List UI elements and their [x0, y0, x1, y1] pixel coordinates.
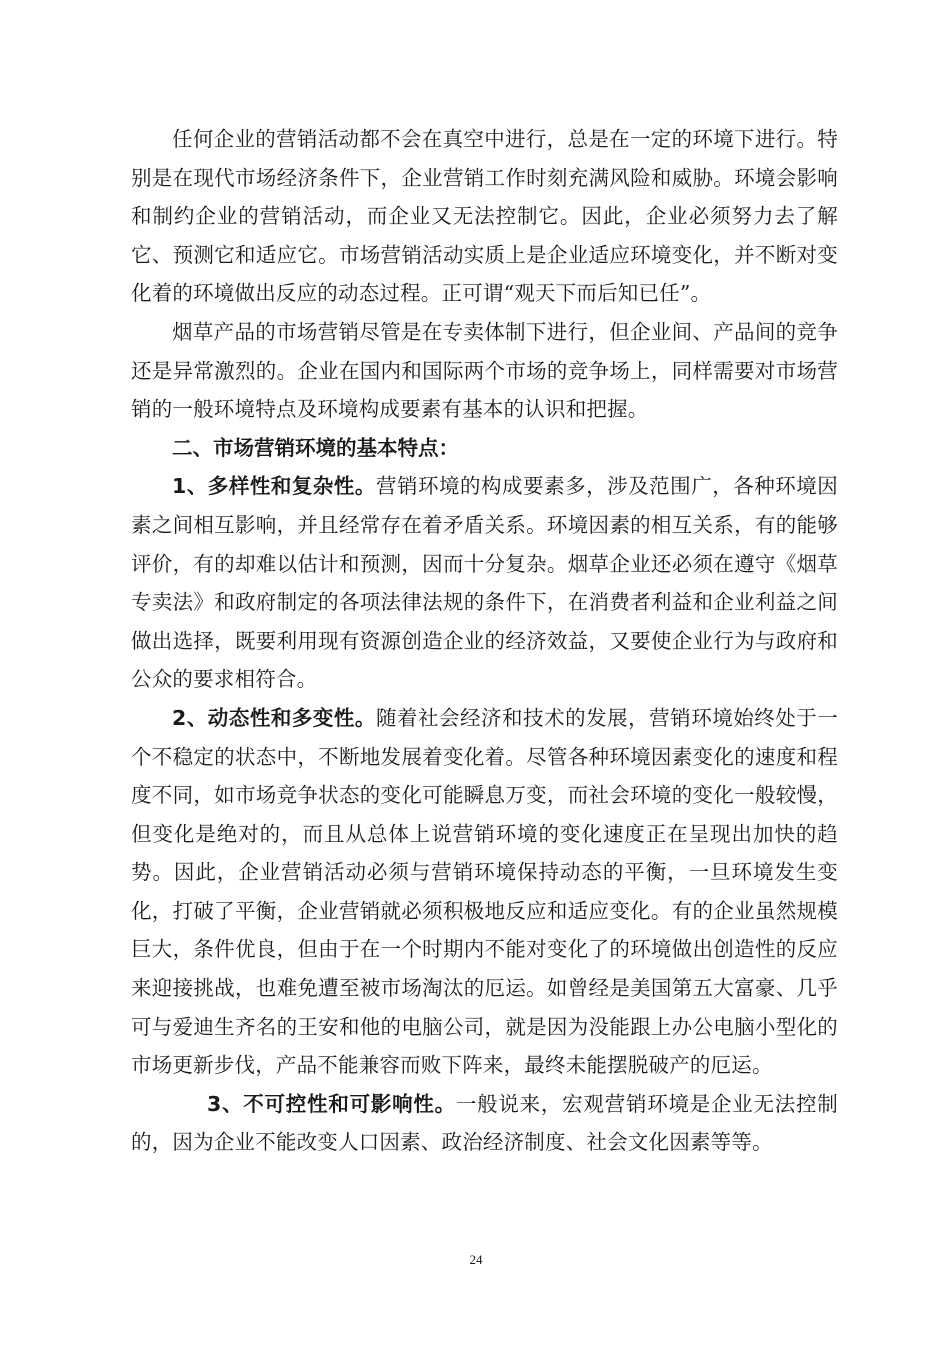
point-title: 2、动态性和多变性。 — [172, 705, 376, 730]
section-heading: 二、市场营销环境的基本特点： — [172, 435, 459, 460]
point-text: 一般说来，宏观营销环境是企业无法控制的，因为企业不能改变人口因素、政治经济制度、社会文化因素等等。 — [131, 1091, 838, 1155]
point-dynamics — [131, 699, 838, 1085]
point-uncontrollability — [131, 1085, 838, 1162]
point-title: 3、不可控性和可影响性。 — [207, 1091, 456, 1116]
page-number: 24 — [469, 1252, 483, 1267]
point-title: 1、多样性和复杂性。 — [172, 474, 376, 499]
paragraph-intro: 任何企业的营销活动都不会在真空中进行，总是在一定的环境下进行。特别是在现代市场经济条件下，企业营销工作时刻充满风险和威胁。环境会影响和制约企业的营销活动，而企业又无法控制它。因此，企业必须努力去了解它、预测它和适应它。市场营销活动实质上是企业适应环境变化，并不断对变化着的环境做出反应的动态过程。正可谓“观天下而后知已任”。 — [131, 127, 838, 306]
paragraph-tobacco: 烟草产品的市场营销尽管是在专卖体制下进行，但企业间、产品间的竞争还是异常激烈的。企业在国内和国际两个市场的竞争场上，同样需要对市场营销的一般环境特点及环境构成要素有基本的认识和把握。 — [131, 319, 838, 422]
point-text: 随着社会经济和技术的发展，营销环境始终处于一个不稳定的状态中，不断地发展着变化着。尽管各种环境因素变化的速度和程度不同，如市场竞争状态的变化可能瞬息万变，而社会环境的变化一般较慢，但变化是绝对的，而且从总体上说营销环境的变化速度正在呈现出加快的趋势。因此，企业营销活动必须与营销环境保持动态的平衡，一旦环境发生变化，打破了平衡，企业营销就必须积极地反应和适应变化。有的企业虽然规模巨大，条件优良，但由于在一个时期内不能对变化了的环境做出创造性的反应来迎接挑战，也难免遭至被市场淘汰的厄运。如曾经是美国第五大富豪、几乎可与爱迪生齐名的王安和他的电脑公司，就是因为没能跟上办公电脑小型化的市场更新步伐，产品不能兼容而败下阵来，最终未能摆脱破产的厄运。 — [131, 705, 838, 1078]
point-text: 营销环境的构成要素多，涉及范围广，各种环境因素之间相互影响，并且经常存在着矛盾关系。环境因素的相互关系，有的能够评价，有的却难以估计和预测，因而十分复杂。烟草企业还必须在遵守《烟草专卖法》和政府制定的各项法律法规的条件下，在消费者利益和企业利益之间做出选择，既要利用现有资源创造企业的经济效益，又要使企业行为与政府和公众的要求相符合。 — [131, 474, 838, 692]
document-body — [131, 120, 838, 1162]
point-diversity — [131, 467, 838, 699]
